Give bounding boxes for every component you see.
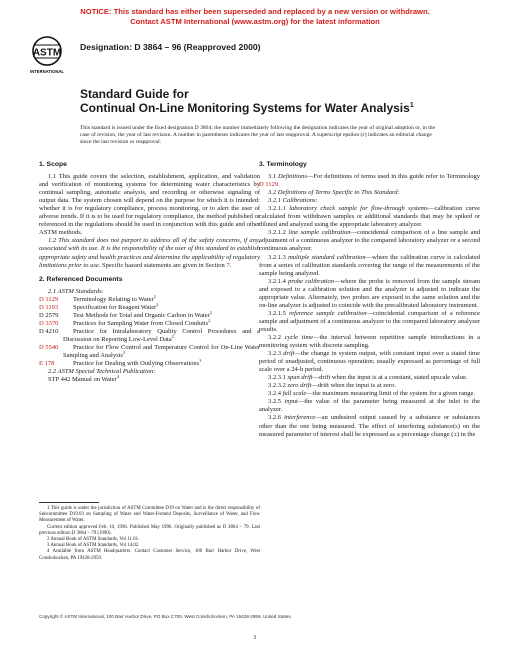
withdrawal-notice [0,7,510,26]
title-line-2: Continual On-Line Monitoring Systems for Water Analysis$^1$ [80,100,414,115]
footnote-1b: Current edition approved Feb. 10, 1996. Published May 1996. Originally published as D 3864 – 79. Last previous edition D 3864 – 79 (1990). [39,524,260,536]
definition-entry: 3.2.1.2 line sample calibration—coincidental comparison of a line sample and adjustment of a continuous analyzer to the compared laboratory analyzer or a second continuous analyzer. [259,229,480,253]
definition-entry: 3.2.6 interference—an undesired output caused by a substance or substances other than the one being measured. The effect of interfering substance(s) on the measured parameter of interest shall be expressed as a percentage change (±) in the [259,414,481,438]
notice-line-1: NOTICE: This standard has either been superseded and replaced by a new version or withdrawn. [80,7,430,16]
svg-text:INTERNATIONAL: INTERNATIONAL [30,69,64,74]
issued-note: This standard is issued under the fixed designation D 3864; the number immediately following the designation indicates the year of original adoption or, in the case of revision, the year of last revision. A number in parentheses indicates the year of last reapproval. A superscript epsilon (ε) indicates an editorial change since the last revision or reapproval. [80,125,436,146]
notice-line-2: Contact ASTM International (www.astm.org) for the latest information [130,16,380,26]
d1129-link[interactable]: D 1129 [259,181,279,189]
reference-code-link[interactable]: D 4210 [39,327,59,335]
stp-item: STP 442 Manual on Water$^4$ [48,374,119,384]
left-column [39,161,260,384]
reference-item: D 2579 Test Methods for Total and Organic Carbon in Water$^2$ [39,309,212,319]
copyright-line: Copyright © ASTM International, 100 Barr Harbor Drive, PO Box C700, West Conshohocken, PA 19428-2959, United States. [39,614,292,619]
reference-item: D 4210 Practice for Intralaboratory Quality Control Procedures and a Discussion on Reporting Low-Level Data$^2$ [39,327,260,343]
definition-entry: 3.2.2 cycle time—the interval between repetitive sample introductions in a monitoring system with discrete sampling. [259,333,480,350]
scope-1-1: 1.1 This guide covers the selection, establishment, application, and validation and verification of monitoring systems for determining water characteristics by continual sampling, automatic analysis, and recording or otherwise signaling of output data. The system chosen will depend on the purpose for which it is intended: whether it is for regulatory compliance, process monitoring, or to alert the user of adverse trends. If it is to be used for regulatory compliance, the method published or referenced in the regulations should be used in conjunction with this guide and other ASTM methods. [39,173,260,237]
footnote-2: 2 Annual Book of ASTM Standards, Vol 11.01. [47,537,140,543]
astm-standards-label: 2.1 ASTM Standards: [48,287,104,295]
referenced-heading: 2. Referenced Documents [39,275,123,283]
term-3-1: 3.1 Definitions—For definitions of terms used in this guide refer to Terminology D 1129. [259,173,481,189]
footnote-1: 1 This guide is under the jurisdiction of ASTM Committee D19 on Water and is the direct responsibility of Subcommittee D19.03 on Sampling of Water and Water-Formed Deposits, Surveillance of Water, and Flow Measurement of Water. [39,506,260,524]
definition-entry: 3.2.1.4 probe calibration—where the probe is removed from the sample stream and exposed to a calibration solution and the analyzer is adjusted to indicate the appropriate value. Alternately, two probes are exposed to the same solution and the on-line analyzer is adjusted to coincide with the precalibrated laboratory instrument. [259,277,481,309]
special-pub-label: 2.2 ASTM Special Technical Publication: [48,368,156,376]
reference-code-link[interactable]: E 178 [39,360,55,368]
page-number: 1 [253,634,257,641]
definition-entry: 3.2.5 input—the value of the parameter being measured at the inlet to the analyzer. [259,398,480,414]
footnote-3: 3 Annual Book of ASTM Standards, Vol 14.02. [47,543,140,549]
footnotes [39,502,260,562]
right-column [259,161,480,439]
definition-entry: 3.2.1.3 multiple standard calibration—where the calibration curve is calculated from a series of calibration standards covering the range of the measurements of the sample being analyzed. [259,253,480,277]
reference-list [39,293,260,368]
definition-entry: 3.2.1.1 laboratory check sample for flow-through systems—calibration curve calculated from withdrawn samples or additional standards that may be spiked or diluted and analyzed using the appropriate laboratory analyzer. [259,205,480,229]
reference-item: D 1193 Specification for Reagent Water$^2$ [39,301,159,311]
term-3-2: 3.2 Definitions of Terms Specific to This Standard: [268,189,400,197]
section-7-link[interactable]: 7 [226,261,230,269]
term-3-2-1: 3.2.1 Calibrations: [268,197,318,205]
title-line-1: Standard Guide for [80,87,189,101]
svg-text:ASTM: ASTM [32,47,62,59]
definition-entry: 3.2.4 full scale—the maximum measuring limit of the system for a given range. [268,390,476,398]
astm-logo-icon [30,36,64,76]
reference-item: D 1129 Terminology Relating to Water$^2$ [39,293,156,303]
definition-entry: 3.2.1.5 reference sample calibration—coincidental comparison of a reference sample and adjustment of a continuous analyzer to the compared laboratory analyzer results. [259,309,480,333]
reference-code-link[interactable]: D 2579 [39,311,59,319]
definition-entry: 3.2.3 drift—the change in system output, with constant input over a stated time period of unadjusted, continuous operation; usually expressed as percentage of full scale over a 24-h period. [259,350,480,374]
reference-item: D 5540 Practice for Flow Control and Temperature Control for On-Line Water Sampling and Analysis$^2$ [39,343,260,360]
reference-code-link[interactable]: D 1129 [39,295,59,303]
designation: Designation: D 3864 – 96 (Reapproved 2000) [80,42,261,52]
definition-entry: 3.2.3.1 span drift—drift when the input is at a constant, stated upscale value. [268,374,468,382]
document-title [80,88,414,115]
reference-item: E 178 Practice for Dealing with Outlying Observations$^3$ [39,357,202,368]
reference-code-link[interactable]: D 3370 [39,319,59,327]
reference-code-link[interactable]: D 1193 [39,303,59,311]
definition-list [259,205,480,438]
terminology-heading: 3. Terminology [259,161,307,168]
reference-item: D 3370 Practices for Sampling Water from Closed Conduits$^2$ [39,317,211,327]
scope-1-2: 1.2 This standard does not purport to address all of the safety concerns, if any, associated with its use. It is the responsibility of the user of this standard to establish appropriate safety and health practices and determine the applicability of regulatory limitations prior to use. Specific hazard statements are given in Section 7. [39,237,260,269]
footnote-4: 4 Available from ASTM Headquarters. Contact Customer Service, 100 Barr Harbor Drive, West Conshohocken, PA 19428-2959. [39,549,260,561]
footnote-rule [39,502,99,503]
reference-code-link[interactable]: D 5540 [39,343,59,351]
definition-entry: 3.2.3.2 zero drift—drift when the input is at zero. [268,382,396,390]
scope-heading: 1. Scope [39,161,67,168]
